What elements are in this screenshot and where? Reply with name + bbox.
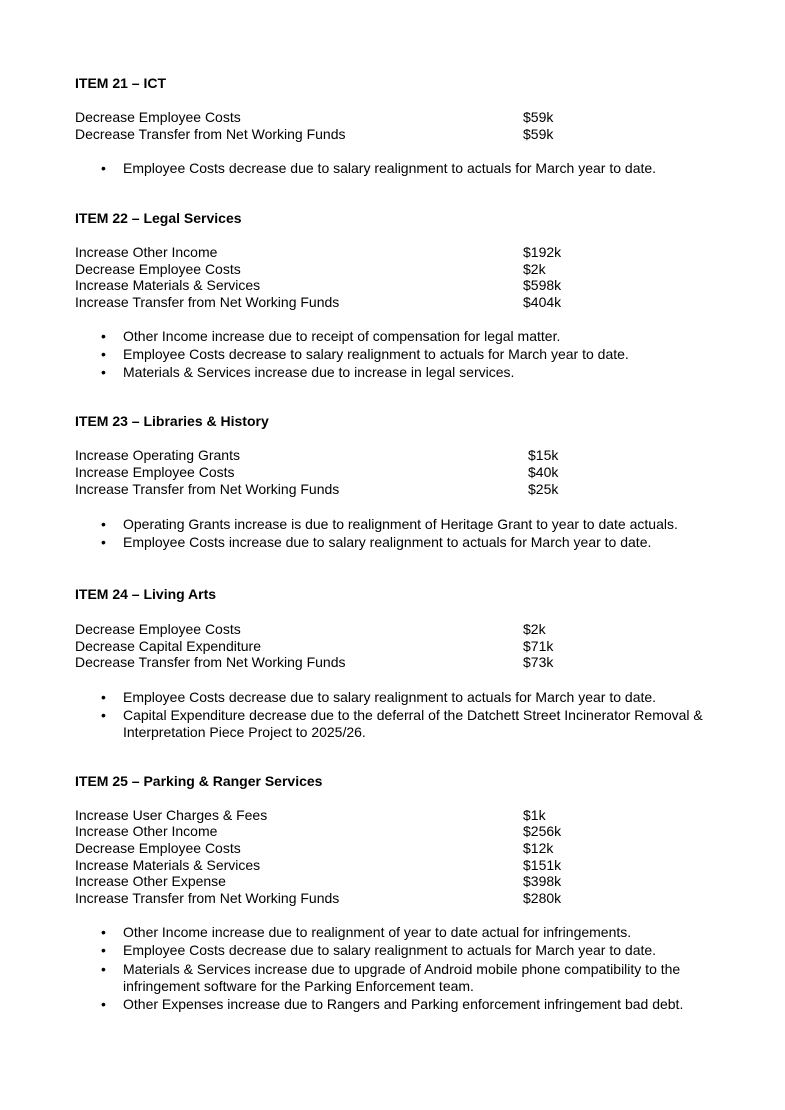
line-amount: $15k [528, 447, 559, 463]
line-item [75, 621, 715, 638]
bullet-icon: • [101, 996, 106, 1012]
item-heading: ITEM 25 – Parking & Ranger Services [75, 773, 323, 789]
line-label: Decrease Employee Costs [75, 261, 241, 277]
line-label: Decrease Capital Expenditure [75, 638, 261, 654]
bullet-icon: • [101, 942, 106, 958]
bullet-icon: • [101, 961, 106, 977]
line-label: Increase User Charges & Fees [75, 807, 268, 823]
line-amount: $2k [523, 261, 546, 277]
bullet-text: Other Income increase due to receipt of compensation for legal matter. [123, 328, 561, 344]
bullet-text: Other Income increase due to realignment of year to date actual for infringements. [123, 924, 632, 940]
bullet-icon: • [101, 534, 106, 550]
line-label: Decrease Employee Costs [75, 840, 241, 856]
line-item [75, 481, 715, 498]
bullet-text: Other Expenses increase due to Rangers and Parking enforcement infringement bad debt. [123, 996, 684, 1012]
item-heading: ITEM 22 – Legal Services [75, 210, 242, 226]
line-item [75, 261, 715, 278]
line-amount: $25k [528, 481, 559, 497]
line-amount: $12k [523, 840, 554, 856]
bullet-icon: • [101, 516, 106, 532]
line-label: Increase Other Income [75, 823, 218, 839]
line-amount: $598k [523, 277, 562, 293]
bullet-text: Materials & Services increase due to increase in legal services. [123, 364, 515, 380]
line-label: Decrease Employee Costs [75, 621, 241, 637]
line-label: Increase Materials & Services [75, 277, 261, 293]
line-item [75, 126, 715, 143]
bullet-icon: • [101, 328, 106, 344]
line-amount: $280k [523, 890, 562, 906]
line-item [75, 277, 715, 294]
line-item [75, 873, 715, 890]
line-amount: $71k [523, 638, 554, 654]
bullet-text: Employee Costs decrease to salary realignment to actuals for March year to date. [123, 346, 629, 362]
line-label: Increase Materials & Services [75, 857, 261, 873]
line-label: Increase Other Income [75, 244, 218, 260]
line-amount: $59k [523, 126, 554, 142]
line-label: Decrease Transfer from Net Working Funds [75, 126, 346, 142]
line-amount: $398k [523, 873, 562, 889]
line-label: Increase Operating Grants [75, 447, 240, 463]
line-item [75, 294, 715, 311]
line-item [75, 840, 715, 857]
item-heading: ITEM 23 – Libraries & History [75, 413, 269, 429]
line-label: Increase Transfer from Net Working Funds [75, 890, 340, 906]
bullet-icon: • [101, 707, 106, 723]
bullet-icon: • [101, 346, 106, 362]
bullet-icon: • [101, 364, 106, 380]
bullet-icon: • [101, 160, 106, 176]
line-item [75, 638, 715, 655]
bullet-icon: • [101, 924, 106, 940]
line-amount: $73k [523, 654, 554, 670]
line-amount: $404k [523, 294, 562, 310]
line-amount: $151k [523, 857, 562, 873]
line-label: Increase Employee Costs [75, 464, 235, 480]
line-item [75, 823, 715, 840]
line-item [75, 890, 715, 907]
line-item [75, 857, 715, 874]
bullet-text: Employee Costs increase due to salary realignment to actuals for March year to date. [123, 534, 652, 550]
item-heading: ITEM 24 – Living Arts [75, 586, 217, 602]
bullet-text: Employee Costs decrease due to salary realignment to actuals for March year to date. [123, 689, 657, 705]
bullet-text: Employee Costs decrease due to salary realignment to actuals for March year to date. [123, 942, 657, 958]
line-item [75, 109, 715, 126]
line-label: Decrease Transfer from Net Working Funds [75, 654, 346, 670]
line-item [75, 447, 715, 464]
line-item [75, 654, 715, 671]
bullet-icon: • [101, 689, 106, 705]
line-amount: $59k [523, 109, 554, 125]
line-amount: $256k [523, 823, 562, 839]
line-item [75, 807, 715, 824]
line-amount: $40k [528, 464, 559, 480]
line-amount: $1k [523, 807, 546, 823]
bullet-text: Capital Expenditure decrease due to the deferral of the Datchett Street Incinerator Removal & Interpretation Piece Project to 2025/26. [123, 707, 703, 740]
line-amount: $192k [523, 244, 562, 260]
bullet-text: Materials & Services increase due to upgrade of Android mobile phone compatibility to the infringement software for the Parking Enforcement team. [123, 961, 681, 994]
line-label: Increase Other Expense [75, 873, 226, 889]
line-item [75, 244, 715, 261]
line-label: Decrease Employee Costs [75, 109, 241, 125]
bullet-text: Employee Costs decrease due to salary realignment to actuals for March year to date. [123, 160, 657, 176]
line-amount: $2k [523, 621, 546, 637]
line-item [75, 464, 715, 481]
item-heading: ITEM 21 – ICT [75, 75, 167, 91]
bullet-text: Operating Grants increase is due to realignment of Heritage Grant to year to date actuals. [123, 516, 678, 532]
line-label: Increase Transfer from Net Working Funds [75, 481, 340, 497]
line-label: Increase Transfer from Net Working Funds [75, 294, 340, 310]
